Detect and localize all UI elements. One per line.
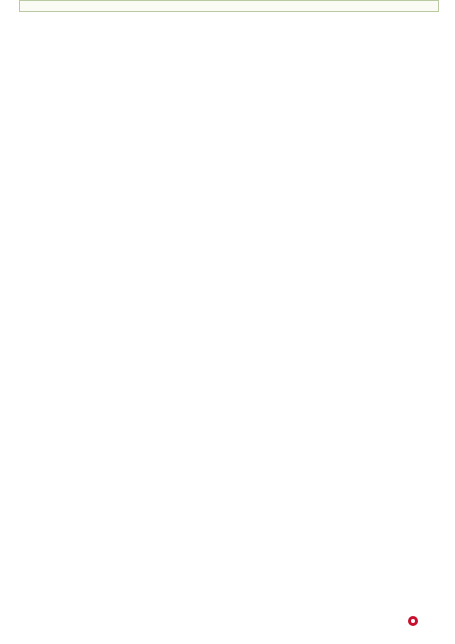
- company-logo: [408, 616, 421, 626]
- special-notes-box: [19, 0, 439, 12]
- logo-mark-icon: [408, 616, 418, 626]
